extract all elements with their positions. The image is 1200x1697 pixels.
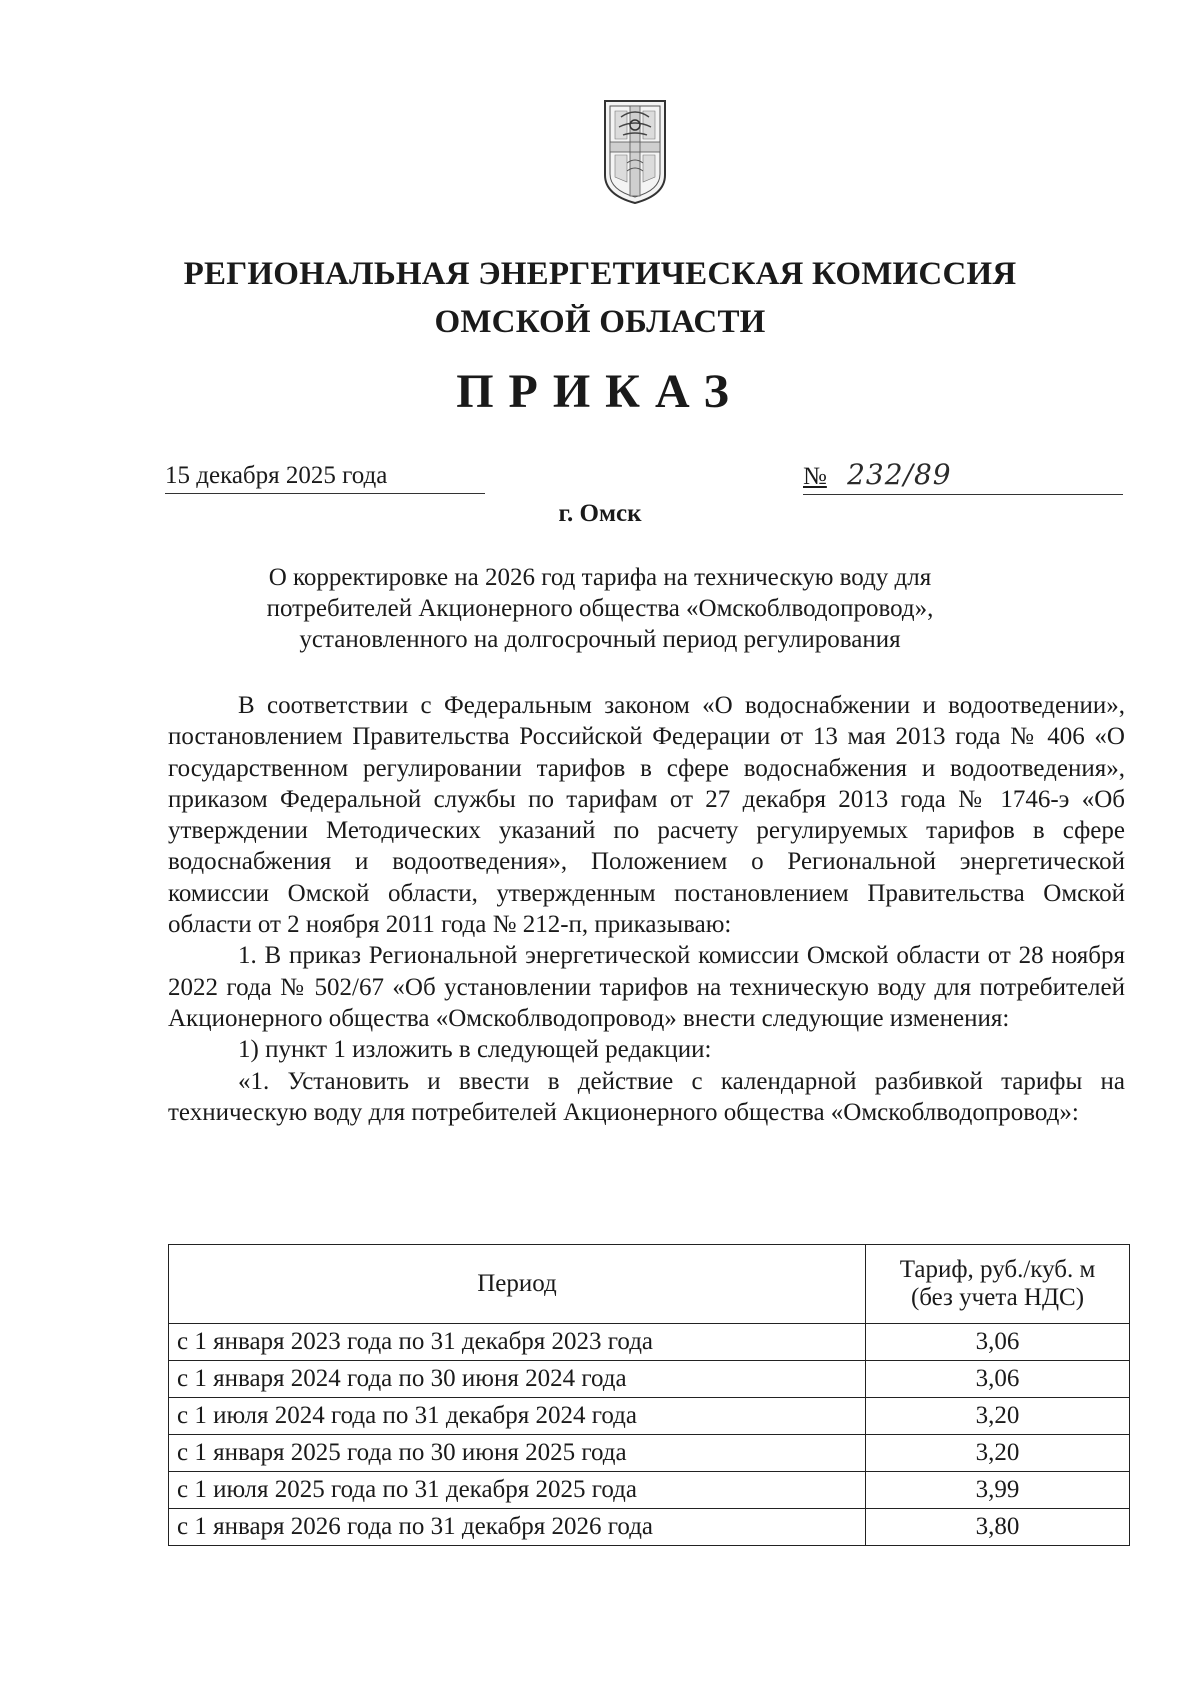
document-subject xyxy=(170,562,1030,655)
tariff-cell: 3,20 xyxy=(866,1398,1130,1435)
period-cell: с 1 января 2025 года по 30 июня 2025 года xyxy=(169,1435,866,1472)
column-header-period: Период xyxy=(169,1245,866,1324)
quoted-paragraph: «1. Установить и ввести в действие с календарной разбивкой тарифы на техническую воду для потребителей Акционерного общества «Омскоблводопровод»: xyxy=(168,1067,1125,1126)
tariff-header-line2: (без учета НДС) xyxy=(910,1284,1085,1311)
table-row xyxy=(169,1472,1130,1509)
document-body xyxy=(168,690,1125,1128)
tariff-cell: 3,80 xyxy=(866,1509,1130,1546)
number-sign: № xyxy=(803,463,827,490)
document-type-title: ПРИКАЗ xyxy=(456,365,744,418)
document-date: 15 декабря 2025 года xyxy=(165,462,485,494)
handwritten-number: 232/89 xyxy=(847,458,952,491)
table-row xyxy=(169,1361,1130,1398)
period-cell: с 1 января 2023 года по 31 декабря 2023 года xyxy=(169,1324,866,1361)
organization-name xyxy=(150,250,1050,346)
table-header-row xyxy=(169,1245,1130,1324)
column-header-tariff xyxy=(866,1245,1130,1324)
subject-line1: О корректировке на 2026 год тарифа на техническую воду для xyxy=(268,564,932,591)
subitem-1-paragraph: 1) пункт 1 изложить в следующей редакции: xyxy=(238,1036,712,1064)
tariff-table xyxy=(168,1244,1130,1546)
period-cell: с 1 июля 2024 года по 31 декабря 2024 года xyxy=(169,1398,866,1435)
tariff-cell: 3,06 xyxy=(866,1361,1130,1398)
tariff-cell: 3,06 xyxy=(866,1324,1130,1361)
tariff-cell: 3,20 xyxy=(866,1435,1130,1472)
city-name: г. Омск xyxy=(558,500,642,527)
table-row xyxy=(169,1324,1130,1361)
table-row xyxy=(169,1435,1130,1472)
tariff-header-line1: Тариф, руб./куб. м xyxy=(899,1256,1096,1283)
organization-name-line1: РЕГИОНАЛЬНАЯ ЭНЕРГЕТИЧЕСКАЯ КОМИССИЯ xyxy=(183,256,1017,292)
coat-of-arms-emblem xyxy=(597,97,673,205)
period-cell: с 1 января 2024 года по 30 июня 2024 года xyxy=(169,1361,866,1398)
table-row xyxy=(169,1509,1130,1546)
period-cell: с 1 июля 2025 года по 31 декабря 2025 года xyxy=(169,1472,866,1509)
organization-name-line2: ОМСКОЙ ОБЛАСТИ xyxy=(434,304,766,340)
tariff-cell: 3,99 xyxy=(866,1472,1130,1509)
preamble-paragraph: В соответствии с Федеральным законом «О водоснабжении и водоотведении», постановлением Правительства Российской Федерации от 13 мая 2013 года № 406 «О государственном регулировании тарифов в сфере водоснабжения и водоотведения», приказом Федеральной службы по тарифам от 27 декабря 2013 года № 1746-э «Об утверждении Методических указаний по расчету регулируемых тарифов в сфере водоснабжения и водоотведения», Положением о Региональной энергетической комиссии Омской области, утвержденным постановлением Правительства Омской области от 2 ноября 2011 года № 212-п, приказываю: xyxy=(168,692,1125,939)
document-number xyxy=(803,458,1123,495)
item-1-paragraph: 1. В приказ Региональной энергетической комиссии Омской области от 28 ноября 2022 года № 502/67 «Об установлении тарифов на техническую воду для потребителей Акционерного общества «Омскоблводопровод» внести следующие изменения: xyxy=(168,942,1125,1032)
period-cell: с 1 января 2026 года по 31 декабря 2026 года xyxy=(169,1509,866,1546)
subject-line3: установленного на долгосрочный период регулирования xyxy=(299,626,901,653)
subject-line2: потребителей Акционерного общества «Омскоблводопровод», xyxy=(266,595,934,622)
table-row xyxy=(169,1398,1130,1435)
